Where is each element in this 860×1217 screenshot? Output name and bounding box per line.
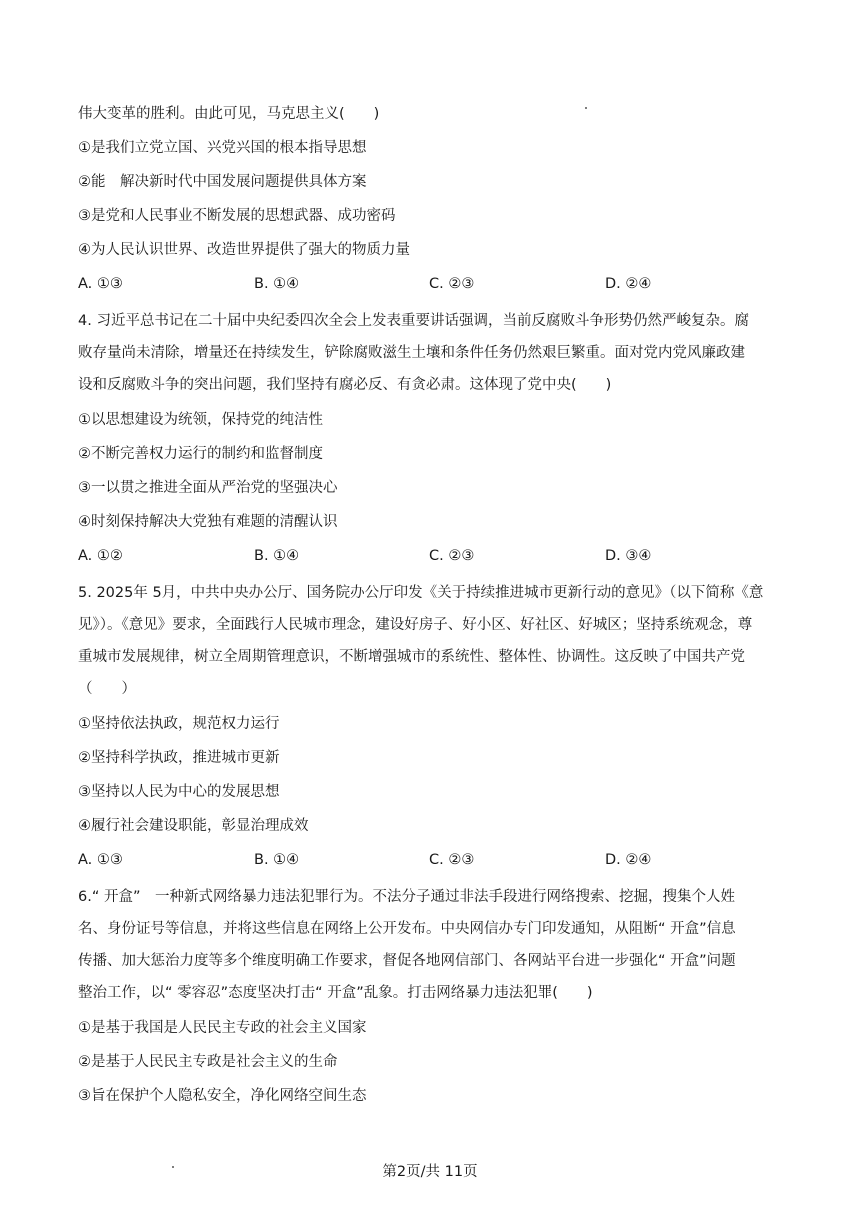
q3-option-d[interactable]: D. ②④ [605,276,652,292]
scan-speck [172,1166,174,1168]
q5-option-a[interactable]: A. ①③ [78,852,123,868]
q3-item-1: ①是我们立党立国、兴党兴国的根本指导思想 [78,140,367,156]
q6-item-1: ①是基于我国是人民民主专政的社会主义国家 [78,1020,367,1036]
q3-option-c[interactable]: C. ②③ [429,276,475,292]
page-number: 第2页/共 11页 [382,1164,478,1180]
q5-stem-line-4: （ ） [78,681,136,697]
q4-option-b[interactable]: B. ①④ [254,548,300,564]
q5-item-3: ③坚持以人民为中心的发展思想 [78,784,280,800]
q4-option-d[interactable]: D. ③④ [605,548,652,564]
q4-item-1: ①以思想建设为统领，保持党的纯洁性 [78,412,323,428]
q5-options [78,850,783,870]
q4-stem-line-1: 4. 习近平总书记在二十届中央纪委四次全会上发表重要讲话强调，当前反腐败斗争形势仍然严峻复杂。腐 [78,313,749,329]
q3-item-2: ②能 解决新时代中国发展问题提供具体方案 [78,174,367,190]
q5-option-c[interactable]: C. ②③ [429,852,475,868]
q3-item-4: ④为人民认识世界、改造世界提供了强大的物质力量 [78,242,410,258]
q6-stem-line-1: 6.“ 开盒” 一种新式网络暴力违法犯罪行为。不法分子通过非法手段进行网络搜索、挖掘，搜集个人姓 [78,889,735,905]
q4-item-3: ③一以贯之推进全面从严治党的坚强决心 [78,480,338,496]
q3-stem: 伟大变革的胜利。由此可见，马克思主义( ) [78,106,380,122]
q6-item-2: ②是基于人民民主专政是社会主义的生命 [78,1054,338,1070]
q5-stem-line-3: 重城市发展规律，树立全周期管理意识，不断增强城市的系统性、整体性、协调性。这反映了中国共产党 [78,649,745,665]
q3-item-3: ③是党和人民事业不断发展的思想武器、成功密码 [78,208,396,224]
q5-stem-line-2: 见》）。《意见》要求，全面践行人民城市理念，建设好房子、好小区、好社区、好城区；坚持系统观念，尊 [78,617,753,633]
q6-stem-line-4: 整治工作，以“ 零容忍”态度坚决打击“ 开盒”乱象。打击网络暴力违法犯罪( ) [78,985,593,1001]
q5-item-2: ②坚持科学执政，推进城市更新 [78,750,280,766]
q4-item-2: ②不断完善权力运行的制约和监督制度 [78,446,323,462]
q5-item-4: ④履行社会建设职能，彰显治理成效 [78,818,309,834]
q3-options [78,274,783,294]
q3-option-b[interactable]: B. ①④ [254,276,300,292]
scan-speck [585,107,587,109]
q5-option-d[interactable]: D. ②④ [605,852,652,868]
q4-option-a[interactable]: A. ①② [78,548,123,564]
q6-stem-line-3: 传播、加大惩治力度等多个维度明确工作要求，督促各地网信部门、各网站平台进一步强化“ 开盒”问题 [78,953,736,969]
q4-stem-line-2: 败存量尚未清除，增量还在持续发生，铲除腐败滋生土壤和条件任务仍然艰巨繁重。面对党内党风廉政建 [78,345,745,361]
q6-item-3: ③旨在保护个人隐私安全，净化网络空间生态 [78,1088,367,1104]
q5-option-b[interactable]: B. ①④ [254,852,300,868]
q4-options [78,546,783,566]
q4-stem-line-3: 设和反腐败斗争的突出问题，我们坚持有腐必反、有贪必肃。这体现了党中央( ) [78,377,612,393]
q3-option-a[interactable]: A. ①③ [78,276,123,292]
q5-stem-line-1: 5. 2025年 5月，中共中央办公厅、国务院办公厅印发《关于持续推进城市更新行动的意见》（以下简称《意 [78,585,764,601]
q4-option-c[interactable]: C. ②③ [429,548,475,564]
q6-stem-line-2: 名、身份证号等信息，并将这些信息在网络上公开发布。中央网信办专门印发通知，从阻断“ 开盒”信息 [78,921,736,937]
q5-item-1: ①坚持依法执政，规范权力运行 [78,716,280,732]
q4-item-4: ④时刻保持解决大党独有难题的清醒认识 [78,514,338,530]
